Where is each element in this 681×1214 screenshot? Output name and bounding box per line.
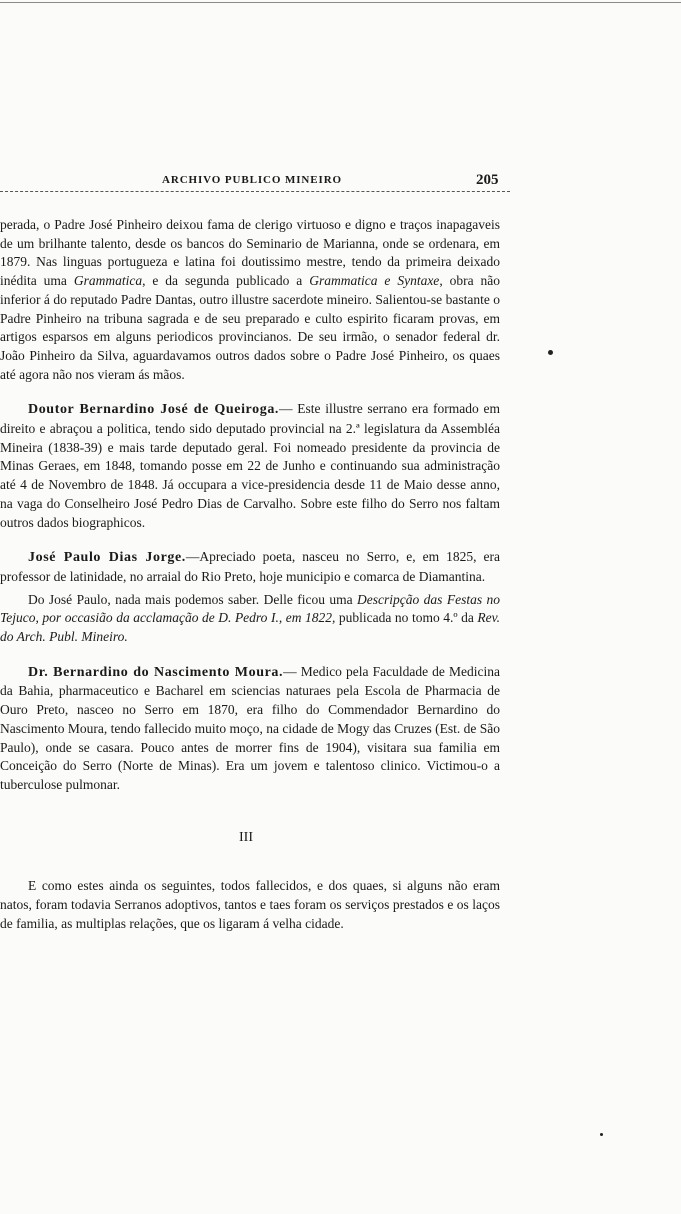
ink-speck (548, 350, 553, 355)
italic-title: Grammatica e Syntaxe (309, 273, 440, 289)
paragraph-seguintes (0, 877, 500, 933)
running-head: ARCHIVO PUBLICO MINEIRO (162, 174, 342, 186)
text-run: E como estes ainda os seguintes, todos fallecidos, e dos quaes, si alguns não eram natos, foram todavia Serranos adoptivos, tantos e taes foram os serviços prestados e os laços de familia, as multiplas relações, que os ligaram á velha cidade. (0, 878, 500, 931)
entry-name: José Paulo Dias Jorge. (28, 550, 186, 566)
page-header (0, 170, 681, 192)
paragraph-dias-jorge (0, 548, 500, 586)
entry-name: Doutor Bernardino José de Queiroga. (28, 402, 280, 418)
text-run: perada, o Padre José Pinheiro deixou fama de clerigo virtuoso e digno e traços inapagaveis de um brilhante talento, desde os bancos do Seminario de Marianna, onde se ordenara, em 1879. Nas linguas portugueza e latina foi doutissimo mestre, tendo da primeira deixado inédita uma (0, 217, 500, 289)
text-run: publicada no tomo 4.º da (335, 610, 478, 626)
paragraph-queiroga (0, 400, 500, 532)
entry-text: —Apreciado poeta, nasceu no Serro, e, em 1825, era professor de latinidade, no arraial do Rio Preto, hoje municipio e comarca de Diamantina. (0, 549, 500, 584)
italic-title: Descripção das Festas no Tejuco, por occasião da acclamação de D. Pedro I., em 1822, (0, 591, 500, 626)
text-run: , e da segunda publicado a (142, 273, 310, 289)
page-number: 205 (476, 172, 499, 188)
section-mark: III (239, 829, 253, 845)
paragraph-nascimento-moura (0, 663, 500, 795)
header-rule (0, 191, 510, 192)
italic-title: Rev. do Arch. Publ. Mineiro. (0, 610, 500, 645)
paragraph-dias-jorge-continued (0, 591, 500, 647)
ink-speck (600, 1133, 603, 1136)
text-run: Do José Paulo, nada mais podemos saber. Delle ficou uma (28, 591, 358, 607)
paragraph-padre-jose-pinheiro (0, 216, 500, 384)
italic-title: Grammatica (73, 273, 143, 289)
entry-name: Dr. Bernardino do Nascimento Moura. (28, 664, 284, 680)
text-run: , obra não inferior á do reputado Padre Dantas, outro illustre sacerdote mineiro. Salientou-se bastante o Padre Pinheiro na tribuna sagrada e de seu preparado e culto espirito ficaram provas, em artigos esparsos em alguns periodicos provincianos. De seu irmão, o senador federal dr. João Pinheiro da Silva, aguardavamos outros dados sobre o Padre José Pinheiro, os quaes até agora não nos vieram ás mãos. (0, 273, 501, 382)
body-text (0, 216, 500, 950)
entry-text: — Este illustre serrano era formado em direito e abraçou a politica, tendo sido deputado provincial na 2.ª legislatura da Assembléa Mineira (1838-39) e mais tarde deputado geral. Foi nomeado presidente da provincia de Minas Geraes, em 1848, tomando posse em 22 de Junho e continuando sua administração até 4 de Novembro de 1848. Já occupara a vice-presidencia desde 11 de Maio desse anno, na vaga do Conselheiro José Pedro Dias de Carvalho. Sobre este filho do Serro nos faltam outros dados biographicos. (0, 401, 501, 530)
top-edge-rule (0, 2, 681, 3)
entry-text: — Medico pela Faculdade de Medicina da Bahia, pharmaceutico e Bacharel em sciencias naturaes pela Escola de Pharmacia de Ouro Preto, nasceo no Serro em 1870, era filho do Commendador Bernardino do Nascimento Moura, tendo fallecido muito moço, na cidade de Mogy das Cruzes (Est. de São Paulo), onde se casara. Pouco antes de morrer fins de 1904), visitara sua familia em Conceição do Serro (Norte de Minas). Era um jovem e talentoso clinico. Victimou-o a tuberculose pulmonar. (0, 663, 500, 792)
